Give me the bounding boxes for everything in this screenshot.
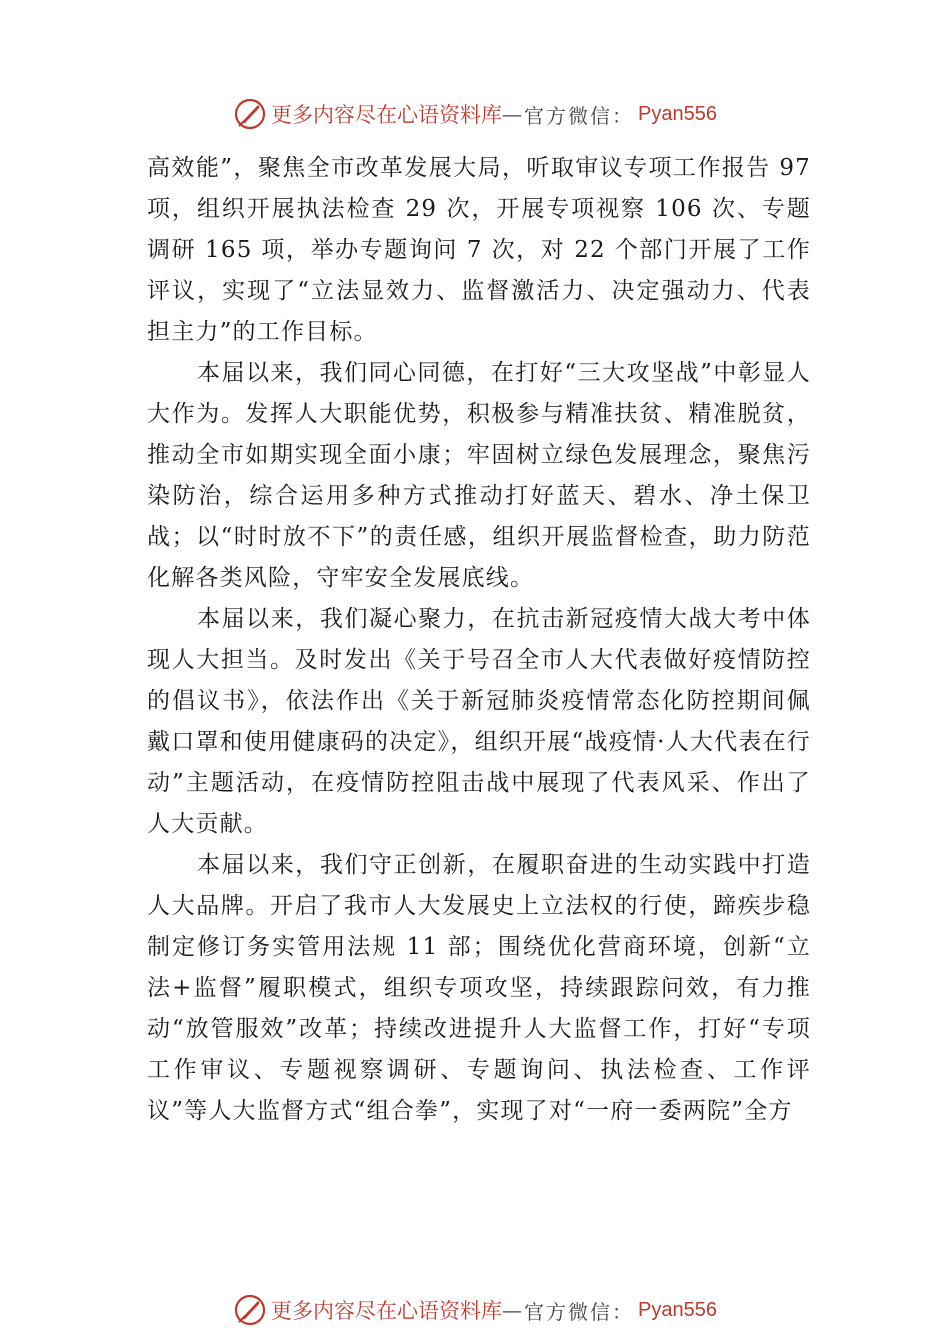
quill-logo-icon (233, 1293, 267, 1327)
paragraph-4: 本届以来，我们守正创新，在履职奋进的生动实践中打造人大品牌。开启了我市人大发展史上立法权的行使，蹄疾步稳制定修订务实管用法规 11 部；围绕优化营商环境，创新“立法+监督”履职模式，组织专项攻坚，持续跟踪问效，有力推动“放管服效”改革；持续改进提升人大监督工作，打好“专项工作审议、专题视察调研、专题询问、执法检查、工作评议”等人大监督方式“组合拳”，实现了对“一府一委两院”全方 (147, 852, 811, 1124)
banner-site-text: 更多内容尽在心语资料库 (271, 1299, 503, 1323)
quill-logo-icon (233, 97, 267, 131)
document-body (147, 148, 811, 1132)
paragraph-1: 高效能”，聚焦全市改革发展大局，听取审议专项工作报告 97 项，组织开展执法检查 29 次，开展专项视察 106 次、专题调研 165 项，举办专题询问 7 次，对 22 个部门开展了工作评议，实现了“立法显效力、监督激活力、决定强动力、代表担主力”的工作目标。 (147, 155, 811, 345)
banner-wechat-label: 官方微信： (524, 103, 635, 128)
banner-wechat-id: Pyan556 (638, 102, 717, 125)
banner-wechat-label: 官方微信： (524, 1299, 635, 1324)
paragraph-3: 本届以来，我们凝心聚力，在抗击新冠疫情大战大考中体现人大担当。及时发出《关于号召全市人大代表做好疫情防控的倡议书》，依法作出《关于新冠肺炎疫情常态化防控期间佩戴口罩和使用健康码的决定》，组织开展“战疫情·人大代表在行动”主题活动，在疫情防控阻击战中展现了代表风采、作出了人大贡献。 (147, 606, 811, 837)
banner-dash: — (502, 102, 525, 126)
header-banner (0, 94, 950, 134)
banner-wechat-id: Pyan556 (638, 1298, 717, 1321)
banner-dash: — (502, 1298, 525, 1322)
footer-banner (0, 1290, 950, 1330)
banner-site-text: 更多内容尽在心语资料库 (271, 103, 503, 127)
paragraph-2: 本届以来，我们同心同德，在打好“三大攻坚战”中彰显人大作为。发挥人大职能优势，积极参与精准扶贫、精准脱贫，推动全市如期实现全面小康；牢固树立绿色发展理念，聚焦污染防治，综合运用多种方式推动打好蓝天、碧水、净土保卫战；以“时时放不下”的责任感，组织开展监督检查，助力防范化解各类风险，守牢安全发展底线。 (147, 360, 811, 591)
